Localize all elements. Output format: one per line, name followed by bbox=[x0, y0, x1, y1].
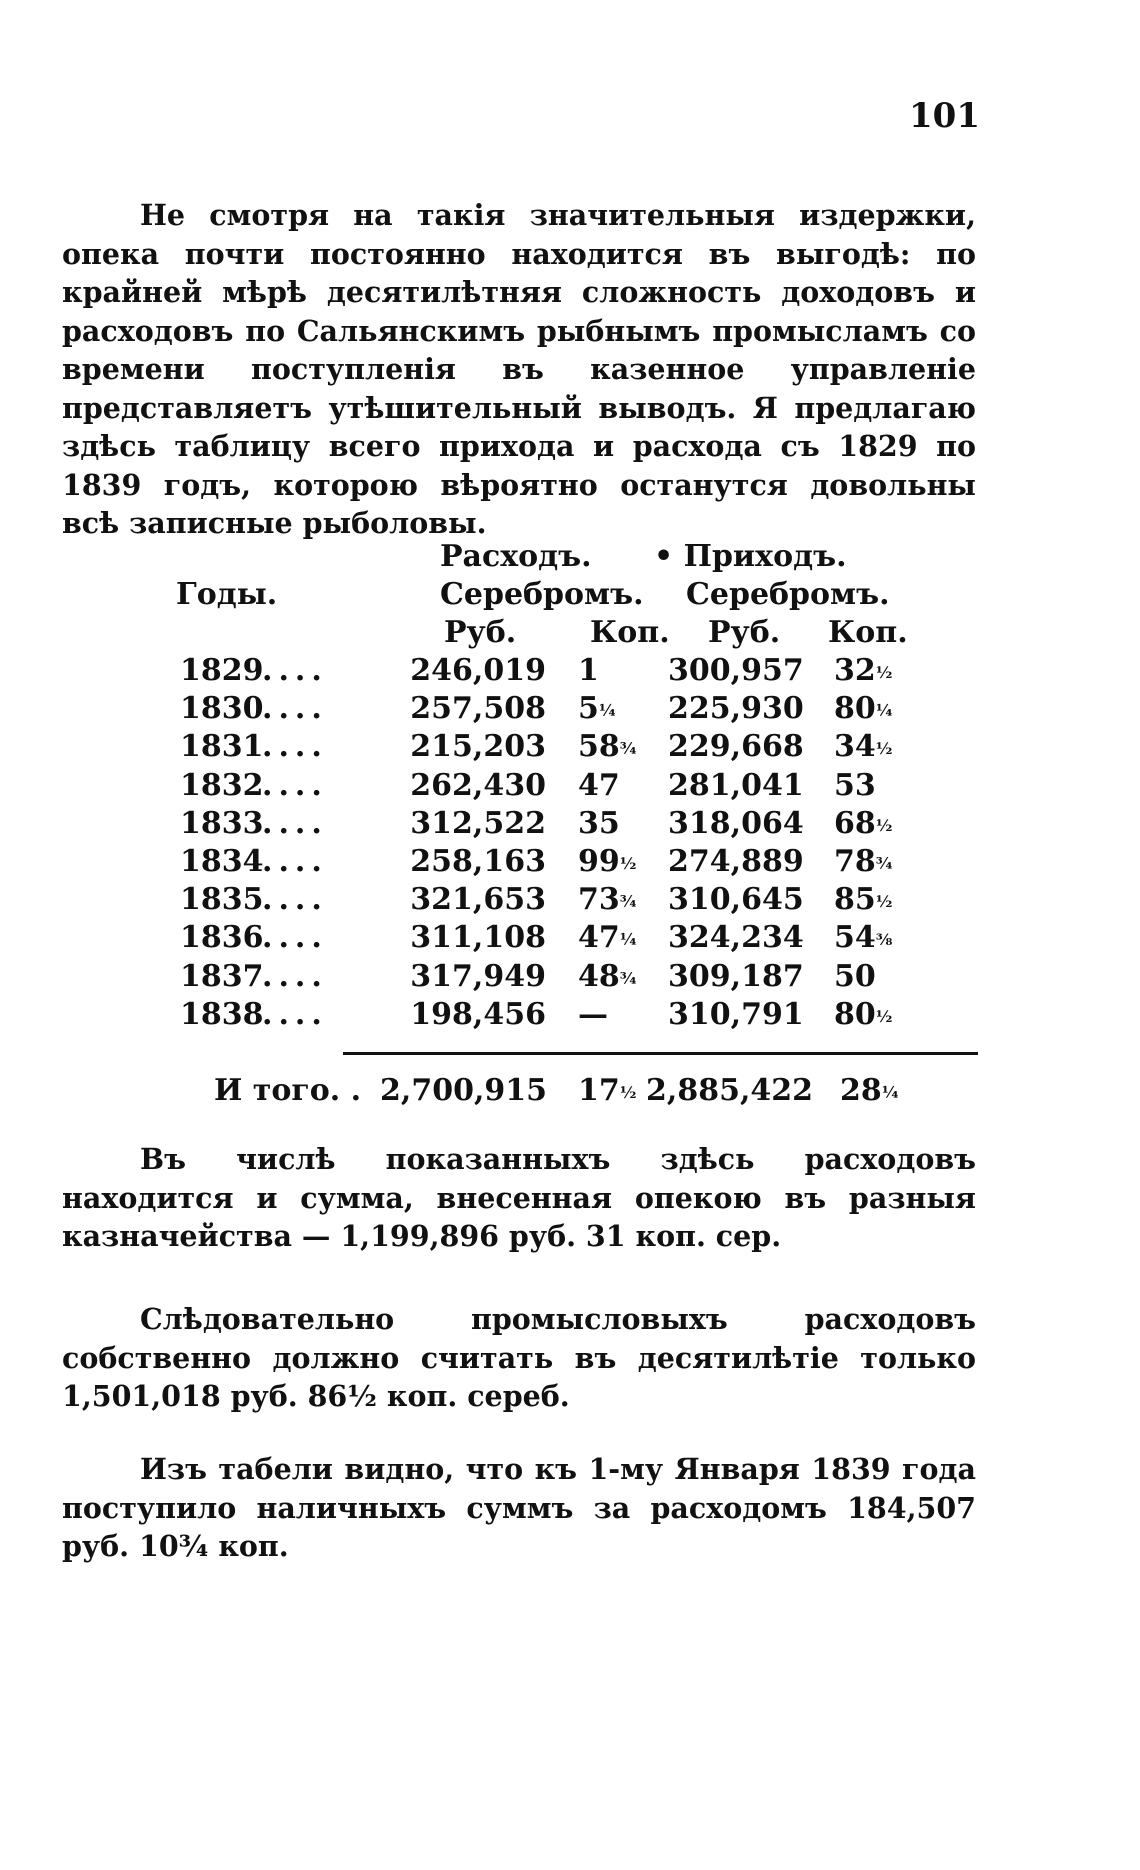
row-leader-dots: .... bbox=[262, 882, 328, 917]
row-expense-kop-value: 99 bbox=[578, 844, 620, 879]
income-header: • Приходъ. bbox=[654, 539, 847, 574]
row-year: 1833 bbox=[180, 806, 264, 841]
row-expense-rub: 317,949 bbox=[410, 959, 546, 994]
page-number: 101 bbox=[909, 96, 980, 136]
row-expense-kop-fraction: ¼ bbox=[598, 701, 616, 720]
row-expense-kop-value: 1 bbox=[578, 653, 599, 688]
row-year: 1835 bbox=[180, 882, 264, 917]
row-income-kop-fraction: ¼ bbox=[875, 701, 893, 720]
years-header: Годы. bbox=[176, 577, 278, 612]
row-income-kop bbox=[834, 843, 892, 881]
row-year: 1830 bbox=[180, 691, 264, 726]
total-label: И того. . bbox=[214, 1073, 362, 1108]
row-expense-kop-fraction: ¾ bbox=[619, 892, 637, 911]
row-leader-dots: .... bbox=[262, 844, 328, 879]
row-expense-kop bbox=[578, 881, 636, 919]
row-income-kop-fraction: ½ bbox=[875, 892, 893, 911]
treasury-paragraph: Въ числѣ показанныхъ здѣсь расходовъ находится и сумма, внесенная опекою въ разныя казначейства — 1,199,896 руб. 31 коп. сер. bbox=[62, 1142, 976, 1253]
row-income-kop bbox=[834, 805, 892, 843]
total-expense-kop bbox=[578, 1072, 636, 1110]
row-leader-dots: .... bbox=[262, 729, 328, 764]
row-expense-kop-value: 48 bbox=[578, 959, 620, 994]
total-divider bbox=[343, 1052, 978, 1055]
row-expense-rub: 311,108 bbox=[410, 920, 546, 955]
row-expense-kop-fraction: ½ bbox=[619, 854, 637, 873]
income-silver-header: Серебромъ. bbox=[686, 577, 890, 612]
row-expense-kop bbox=[578, 767, 620, 805]
row-expense-kop-fraction: ¼ bbox=[619, 930, 637, 949]
row-year: 1829 bbox=[180, 653, 264, 688]
row-expense-kop-fraction: ¾ bbox=[619, 739, 637, 758]
row-income-kop-fraction: ¾ bbox=[875, 854, 893, 873]
balance-paragraph: Изъ табели видно, что къ 1-му Января 1839 года поступило наличныхъ суммъ за расходомъ 184,507 руб. 10¾ коп. bbox=[62, 1452, 976, 1563]
intro-paragraph: Не смотря на такія значительныя издержки, опека почти постоянно находится въ выгодѣ: по крайней мѣрѣ десятилѣтняя сложность доходовъ и расходовъ по Сальянскимъ рыбнымъ промысламъ со времени поступленія въ казенное управленіе представляетъ утѣшительный выводъ. Я предлагаю здѣсь таблицу всего прихода и расхода съ 1829 по 1839 годъ, которою вѣроятно останутся довольны всѣ записные рыболовы. bbox=[62, 198, 976, 540]
row-expense-kop-value: 35 bbox=[578, 806, 620, 841]
row-income-kop-value: 80 bbox=[834, 691, 876, 726]
row-expense-kop-value: 47 bbox=[578, 920, 620, 955]
row-leader-dots: .... bbox=[262, 920, 328, 955]
row-income-rub: 225,930 bbox=[668, 691, 804, 726]
row-income-rub: 310,645 bbox=[668, 882, 804, 917]
row-income-rub: 318,064 bbox=[668, 806, 804, 841]
row-expense-kop-value: 47 bbox=[578, 768, 620, 803]
expense-header: Расходъ. bbox=[440, 539, 592, 574]
row-income-kop bbox=[834, 690, 892, 728]
expense-silver-header: Серебромъ. bbox=[440, 577, 644, 612]
row-income-kop bbox=[834, 881, 892, 919]
row-expense-kop bbox=[578, 652, 599, 690]
row-expense-rub: 321,653 bbox=[410, 882, 546, 917]
expense-kop-header: Коп. bbox=[590, 615, 670, 650]
row-income-kop-fraction: ½ bbox=[875, 739, 893, 758]
row-income-kop-value: 68 bbox=[834, 806, 876, 841]
total-income-kop-fraction: ¼ bbox=[881, 1083, 899, 1102]
row-leader-dots: .... bbox=[262, 997, 328, 1032]
row-expense-kop-value: 5 bbox=[578, 691, 599, 726]
income-expense-table bbox=[0, 530, 1140, 1120]
row-expense-rub: 312,522 bbox=[410, 806, 546, 841]
row-income-kop-fraction: ½ bbox=[875, 1007, 893, 1026]
row-year: 1836 bbox=[180, 920, 264, 955]
row-income-kop-fraction: ½ bbox=[875, 816, 893, 835]
row-leader-dots: .... bbox=[262, 653, 328, 688]
total-income-kop-value: 28 bbox=[840, 1073, 882, 1108]
row-expense-rub: 215,203 bbox=[410, 729, 546, 764]
row-expense-kop bbox=[578, 728, 636, 766]
net-expense-paragraph: Слѣдовательно промысловыхъ расходовъ собственно должно считать въ десятилѣтіе только 1,501,018 руб. 86½ коп. сереб. bbox=[62, 1302, 976, 1413]
row-year: 1834 bbox=[180, 844, 264, 879]
row-expense-kop bbox=[578, 996, 608, 1034]
row-income-kop bbox=[834, 728, 892, 766]
total-income-rub: 2,885,422 bbox=[646, 1073, 814, 1108]
row-income-kop-value: 50 bbox=[834, 959, 876, 994]
row-expense-rub: 257,508 bbox=[410, 691, 546, 726]
income-rub-header: Руб. bbox=[708, 615, 781, 650]
total-expense-rub: 2,700,915 bbox=[380, 1073, 548, 1108]
row-year: 1831 bbox=[180, 729, 264, 764]
row-leader-dots: .... bbox=[262, 768, 328, 803]
row-expense-kop bbox=[578, 843, 636, 881]
row-income-kop-value: 34 bbox=[834, 729, 876, 764]
row-leader-dots: .... bbox=[262, 959, 328, 994]
row-expense-rub: 246,019 bbox=[410, 653, 546, 688]
row-expense-rub: 262,430 bbox=[410, 768, 546, 803]
row-year: 1837 bbox=[180, 959, 264, 994]
row-income-kop-value: 32 bbox=[834, 653, 876, 688]
expense-rub-header: Руб. bbox=[444, 615, 517, 650]
row-expense-rub: 198,456 bbox=[410, 997, 546, 1032]
row-income-kop-fraction: ⅜ bbox=[875, 930, 893, 949]
row-income-kop-value: 54 bbox=[834, 920, 876, 955]
row-income-kop-value: 78 bbox=[834, 844, 876, 879]
row-leader-dots: .... bbox=[262, 691, 328, 726]
row-income-rub: 309,187 bbox=[668, 959, 804, 994]
income-kop-header: Коп. bbox=[828, 615, 908, 650]
row-expense-kop-value: 73 bbox=[578, 882, 620, 917]
total-income-kop bbox=[840, 1072, 898, 1110]
row-expense-kop-value: 58 bbox=[578, 729, 620, 764]
row-income-kop-value: 80 bbox=[834, 997, 876, 1032]
row-expense-kop bbox=[578, 919, 636, 957]
row-income-kop-fraction: ½ bbox=[875, 663, 893, 682]
row-income-kop bbox=[834, 996, 892, 1034]
row-expense-kop-fraction: ¾ bbox=[619, 969, 637, 988]
row-income-kop-value: 85 bbox=[834, 882, 876, 917]
row-income-rub: 300,957 bbox=[668, 653, 804, 688]
row-income-rub: 281,041 bbox=[668, 768, 804, 803]
row-income-kop-value: 53 bbox=[834, 768, 876, 803]
row-expense-kop bbox=[578, 690, 616, 728]
row-income-kop bbox=[834, 652, 892, 690]
total-expense-kop-value: 17 bbox=[578, 1073, 620, 1108]
row-income-rub: 310,791 bbox=[668, 997, 804, 1032]
row-income-kop bbox=[834, 767, 876, 805]
row-income-rub: 274,889 bbox=[668, 844, 804, 879]
row-income-kop bbox=[834, 958, 876, 996]
row-expense-kop bbox=[578, 805, 620, 843]
row-year: 1838 bbox=[180, 997, 264, 1032]
row-year: 1832 bbox=[180, 768, 264, 803]
total-expense-kop-fraction: ½ bbox=[619, 1083, 637, 1102]
row-income-rub: 324,234 bbox=[668, 920, 804, 955]
row-expense-rub: 258,163 bbox=[410, 844, 546, 879]
row-income-kop bbox=[834, 919, 892, 957]
row-expense-kop bbox=[578, 958, 636, 996]
row-leader-dots: .... bbox=[262, 806, 328, 841]
row-income-rub: 229,668 bbox=[668, 729, 804, 764]
row-expense-kop-value: — bbox=[578, 997, 608, 1032]
